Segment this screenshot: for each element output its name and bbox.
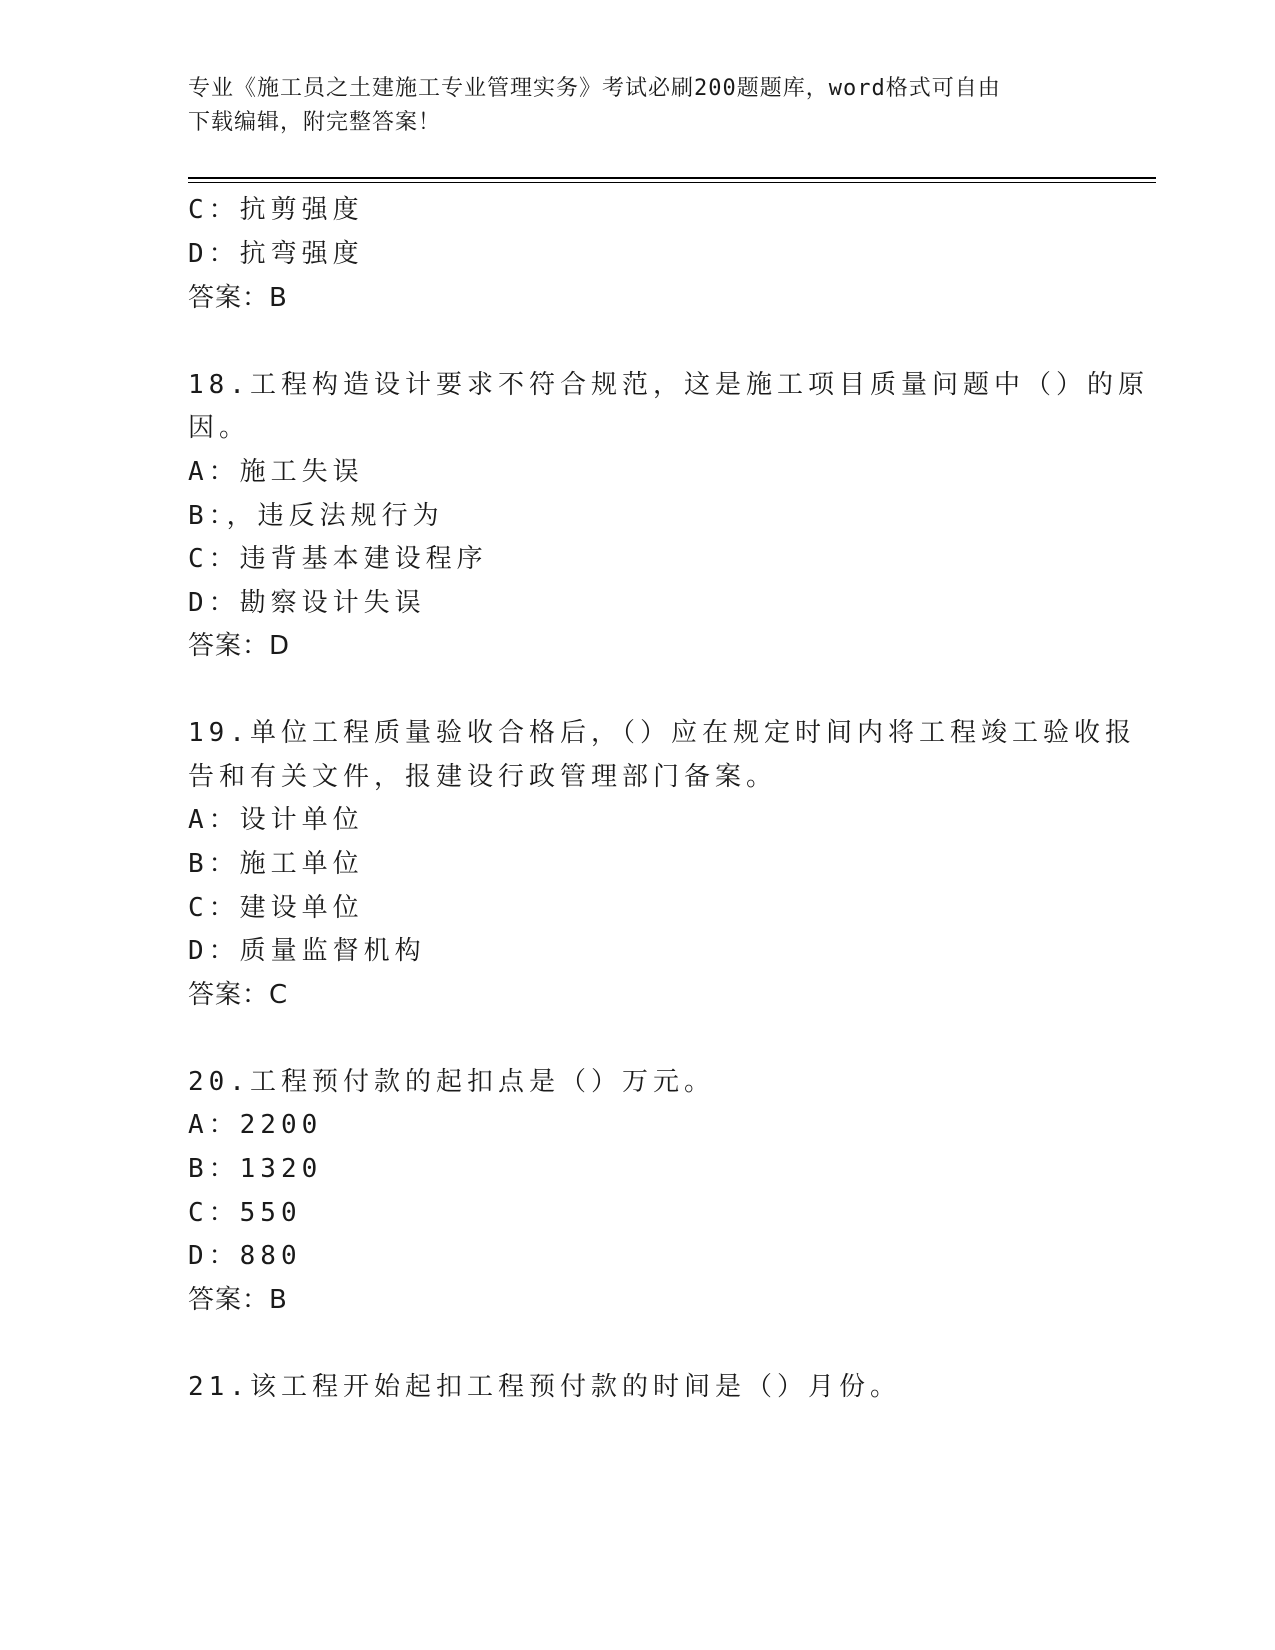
q18-option-d: D：勘察设计失误 (188, 588, 426, 618)
q20-option-d: D：880 (188, 1241, 302, 1271)
q19-stem-line-1: 19.单位工程质量验收合格后，（）应在规定时间内将工程竣工验收报 (188, 718, 1136, 748)
q19-option-b: B：施工单位 (188, 849, 364, 879)
q18-answer: 答案：D (188, 631, 291, 661)
q18-stem-line-2: 因。 (188, 413, 251, 443)
q18-option-b: B：，违反法规行为 (188, 501, 444, 531)
q18-option-c: C：违背基本建设程序 (188, 544, 488, 574)
q20-option-b: B：1320 (188, 1154, 323, 1184)
header-line-1: 专业《施工员之土建施工专业管理实务》考试必刷200题题库，word格式可自由 (188, 76, 1001, 101)
q20-option-a: A：2200 (188, 1110, 323, 1140)
header-divider-thick (188, 177, 1156, 179)
q18-option-a: A：施工失误 (188, 457, 364, 487)
q19-option-c: C：建设单位 (188, 893, 364, 923)
q19-option-a: A：设计单位 (188, 805, 364, 835)
q20-stem: 20.工程预付款的起扣点是（）万元。 (188, 1067, 715, 1097)
document-header (188, 72, 1068, 140)
q19-option-d: D：质量监督机构 (188, 936, 426, 966)
q21-stem: 21.该工程开始起扣工程预付款的时间是（）月份。 (188, 1372, 901, 1402)
q18-stem-line-1: 18.工程构造设计要求不符合规范，这是施工项目质量问题中（）的原 (188, 370, 1149, 400)
q20-answer: 答案：B (188, 1285, 288, 1315)
q20-option-c: C：550 (188, 1198, 302, 1228)
header-line-2: 下载编辑，附完整答案！ (188, 110, 442, 135)
header-divider-thin (188, 182, 1156, 183)
q17-answer: 答案：B (188, 283, 288, 313)
q19-stem-line-2: 告和有关文件，报建设行政管理部门备案。 (188, 762, 778, 792)
q17-option-c: C：抗剪强度 (188, 195, 364, 225)
q17-option-d: D：抗弯强度 (188, 239, 364, 269)
q19-answer: 答案：C (188, 980, 289, 1010)
